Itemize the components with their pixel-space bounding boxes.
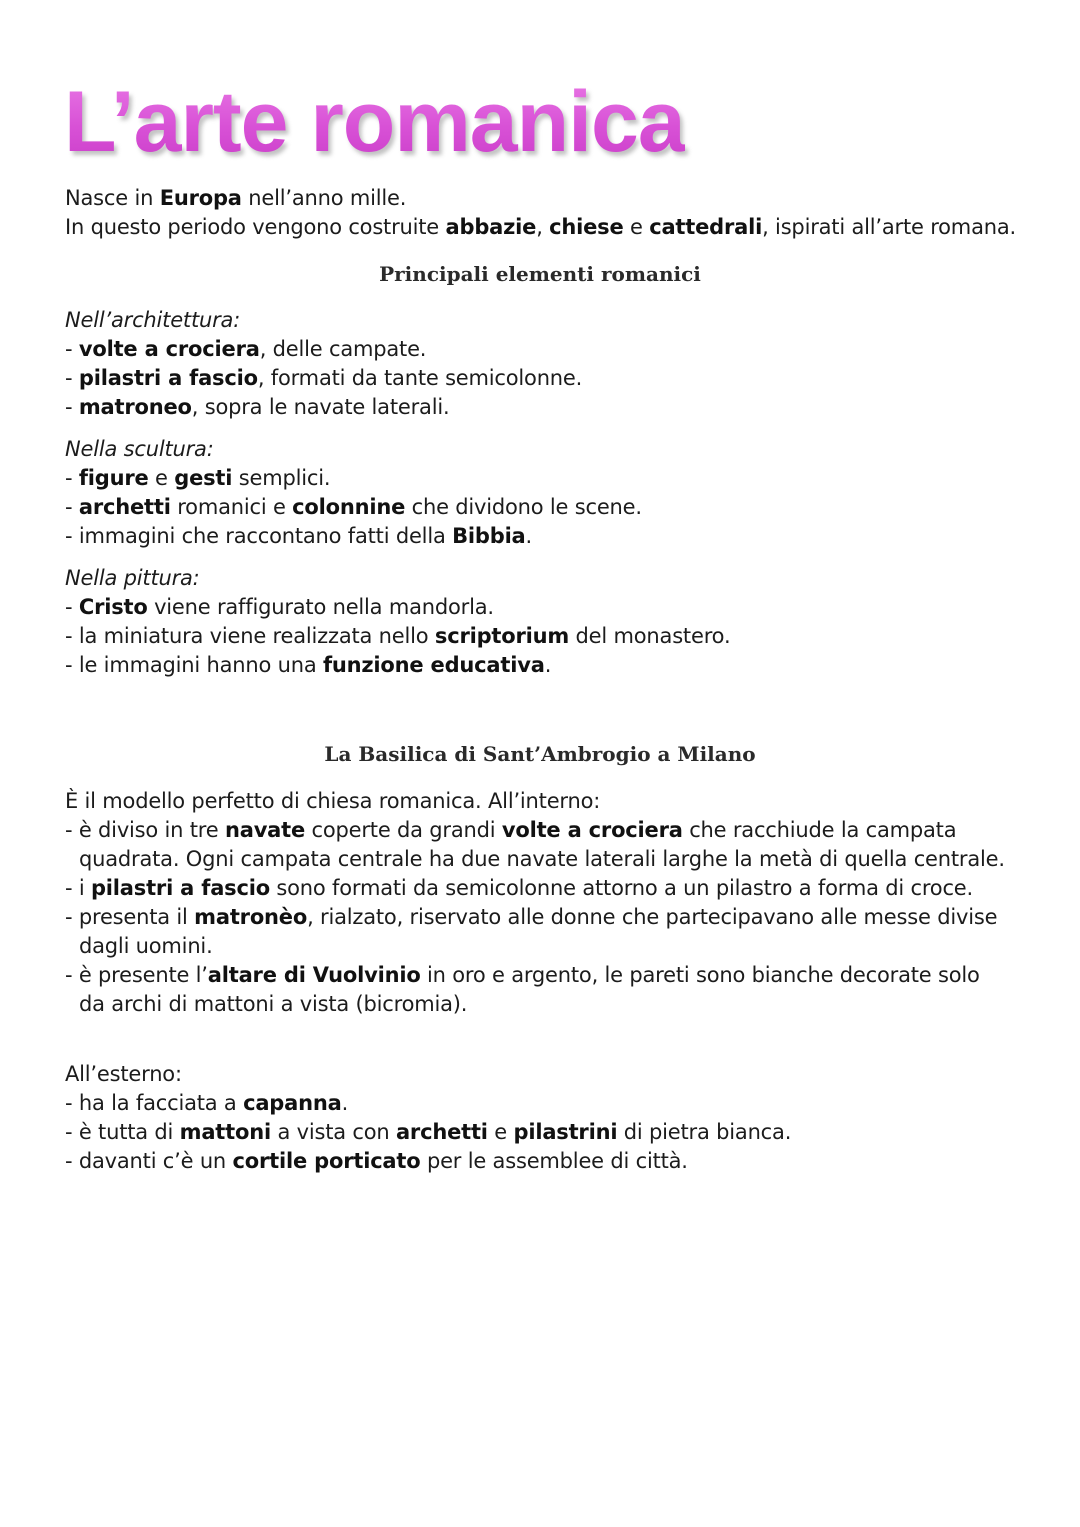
bold-term: navate bbox=[224, 818, 306, 842]
intro-line: In questo periodo vengono costruite abbazie, chiese e cattedrali, ispirati all’arte romana. bbox=[65, 215, 1016, 239]
bold-term: Bibbia bbox=[452, 524, 526, 548]
list-item: - Cristo viene raffigurato nella mandorla. bbox=[65, 595, 494, 619]
section-heading-elementi: Principali elementi romanici bbox=[379, 262, 701, 286]
bold-term: scriptorium bbox=[434, 624, 570, 648]
bold-term: cortile porticato bbox=[232, 1149, 421, 1173]
architettura-block bbox=[65, 306, 1025, 422]
list-item: - immagini che raccontano fatti della Bibbia. bbox=[65, 524, 533, 548]
bold-term: pilastri a fascio bbox=[90, 876, 270, 900]
interno-label: È il modello perfetto di chiesa romanica. All’interno: bbox=[65, 789, 601, 813]
esterno-label: All’esterno: bbox=[65, 1062, 182, 1086]
architettura-list bbox=[65, 335, 1025, 422]
bold-term: pilastri a fascio bbox=[78, 366, 258, 390]
interno-list bbox=[65, 816, 1005, 1019]
bold-term: pilastrini bbox=[513, 1120, 618, 1144]
bold-term: altare di Vuolvinio bbox=[207, 963, 421, 987]
list-item: - è diviso in tre navate coperte da grandi volte a crociera che racchiude la campata quadrata. Ogni campata centrale ha due navate laterali larghe la metà di quella centrale. bbox=[65, 818, 1005, 871]
bold-term: mattoni bbox=[179, 1120, 271, 1144]
interno-block bbox=[65, 787, 1005, 1019]
list-item: - presenta il matronèo, rialzato, riservato alle donne che partecipavano alle messe divise dagli uomini. bbox=[65, 905, 998, 958]
list-item: - figure e gesti semplici. bbox=[65, 466, 331, 490]
bold-term: chiese bbox=[549, 215, 624, 239]
bold-term: volte a crociera bbox=[501, 818, 683, 842]
bold-term: figure bbox=[78, 466, 149, 490]
category-label: Nella scultura: bbox=[65, 437, 214, 461]
list-item: - le immagini hanno una funzione educativa. bbox=[65, 653, 552, 677]
bold-term: matronèo bbox=[194, 905, 308, 929]
page-title: L’arte romanica bbox=[64, 74, 685, 170]
category-label: Nella pittura: bbox=[65, 566, 200, 590]
list-item: - la miniatura viene realizzata nello scriptorium del monastero. bbox=[65, 624, 731, 648]
bold-term: cattedrali bbox=[649, 215, 763, 239]
scultura-list bbox=[65, 464, 1025, 551]
list-item: - è tutta di mattoni a vista con archetti e pilastrini di pietra bianca. bbox=[65, 1120, 792, 1144]
pittura-block bbox=[65, 564, 1025, 680]
list-item: - davanti c’è un cortile porticato per le assemblee di città. bbox=[65, 1149, 688, 1173]
bold-term: archetti bbox=[395, 1120, 488, 1144]
bold-term: Europa bbox=[159, 186, 242, 210]
bold-term: archetti bbox=[78, 495, 171, 519]
scultura-block bbox=[65, 435, 1025, 551]
bold-term: capanna bbox=[243, 1091, 342, 1115]
intro-line: Nasce in Europa nell’anno mille. bbox=[65, 186, 407, 210]
bold-term: matroneo bbox=[78, 395, 192, 419]
section-heading-basilica: La Basilica di Sant’Ambrogio a Milano bbox=[324, 742, 756, 766]
list-item: - pilastri a fascio, formati da tante semicolonne. bbox=[65, 366, 583, 390]
pittura-list bbox=[65, 593, 1025, 680]
list-item: - volte a crociera, delle campate. bbox=[65, 337, 427, 361]
list-item: - ha la facciata a capanna. bbox=[65, 1091, 349, 1115]
intro-block bbox=[65, 184, 1025, 242]
list-item: - è presente l’altare di Vuolvinio in oro e argento, le pareti sono bianche decorate solo da archi di mattoni a vista (bicromia). bbox=[65, 963, 980, 1016]
bold-term: abbazie bbox=[445, 215, 537, 239]
list-item: - matroneo, sopra le navate laterali. bbox=[65, 395, 450, 419]
esterno-list bbox=[65, 1089, 1025, 1176]
bold-term: Cristo bbox=[78, 595, 148, 619]
bold-term: gesti bbox=[174, 466, 233, 490]
bold-term: volte a crociera bbox=[78, 337, 260, 361]
bold-term: colonnine bbox=[292, 495, 406, 519]
list-item: - archetti romanici e colonnine che dividono le scene. bbox=[65, 495, 642, 519]
bold-term: funzione educativa bbox=[322, 653, 545, 677]
list-item: - i pilastri a fascio sono formati da semicolonne attorno a un pilastro a forma di croce. bbox=[65, 876, 973, 900]
esterno-block bbox=[65, 1060, 1025, 1176]
category-label: Nell’architettura: bbox=[65, 308, 241, 332]
